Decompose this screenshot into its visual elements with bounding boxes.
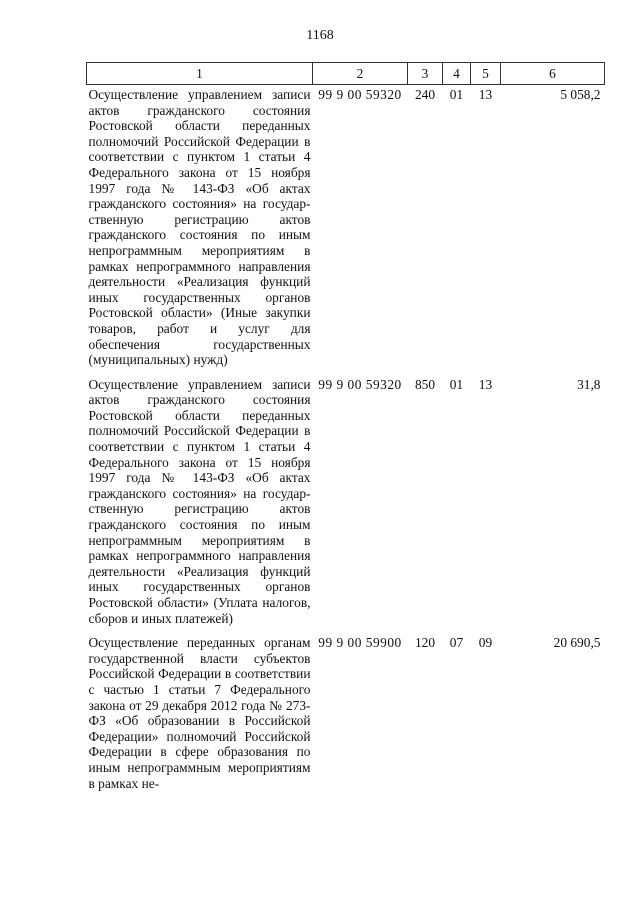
row-target-code: 99 9 00 59900 — [318, 635, 402, 651]
row-section: 07 — [449, 635, 464, 651]
page-number: 1168 — [306, 28, 334, 43]
row-amount: 31,8 — [577, 376, 601, 392]
row-expense-type: 850 — [414, 376, 436, 392]
column-header-4: 4 — [443, 63, 471, 85]
row-section: 01 — [449, 87, 464, 102]
row-expense-type: 120 — [414, 635, 436, 651]
column-header-6: 6 — [501, 63, 605, 85]
row-section: 01 — [449, 376, 464, 392]
table-row — [87, 633, 605, 798]
row-subsection: 13 — [478, 87, 493, 102]
row-amount: 5 058,2 — [560, 87, 601, 102]
row-description: Осуществление переданных органам государственной власти субъектов Российской Федерации в соответствии с частью 1 статьи 7 Федерального закона от 29 декабря 2012 года № 273-ФЗ «Об образовании в Российской Федерации» полномочий Российской Федерации в сфере образования по иным непрограммным мероприятиям в рамках не- — [88, 635, 311, 791]
row-description: Осуществление управлением записи актов гражданского состояния Ростовской области переданных полномочий Российской Федерации в соответствии с пунктом 1 статьи 4 Федерального закона от 15 ноября 1997 года № 143-ФЗ «Об актах гражданского состояния» на государственную регистрацию актов гражданского состояния по иным непрограммным мероприятиям в рамках непрограммного направления деятельности «Реализация функций иных государственных органов Ростовской области» (Иные закупки товаров, работ и услуг для обеспечения государственных (муниципальных) нужд) — [88, 87, 311, 368]
column-header-1: 1 — [87, 63, 313, 85]
table-row — [87, 375, 605, 634]
row-description: Осуществление управлением записи актов гражданского состояния Ростовской области переданных полномочий Российской Федерации в соответствии с пунктом 1 статьи 4 Федерального закона от 15 ноября 1997 года № 143-ФЗ «Об актах гражданского состояния» на государственную регистрацию актов гражданского состояния по иным непрограммным мероприятиям в рамках непрограммного направления деятельности «Реализация функций иных государственных органов Ростовской области» (Уплата налогов, сборов и иных платежей) — [88, 376, 311, 626]
column-header-3: 3 — [408, 63, 443, 85]
row-target-code: 99 9 00 59320 — [318, 376, 402, 392]
row-expense-type: 240 — [414, 87, 436, 102]
row-subsection: 13 — [478, 376, 493, 392]
table-row — [87, 85, 605, 375]
column-header-2: 2 — [313, 63, 408, 85]
row-amount: 20 690,5 — [553, 635, 601, 651]
column-header-5: 5 — [471, 63, 501, 85]
table-header-row — [87, 63, 605, 85]
row-subsection: 09 — [478, 635, 493, 651]
budget-table — [86, 62, 605, 798]
row-target-code: 99 9 00 59320 — [318, 87, 402, 102]
